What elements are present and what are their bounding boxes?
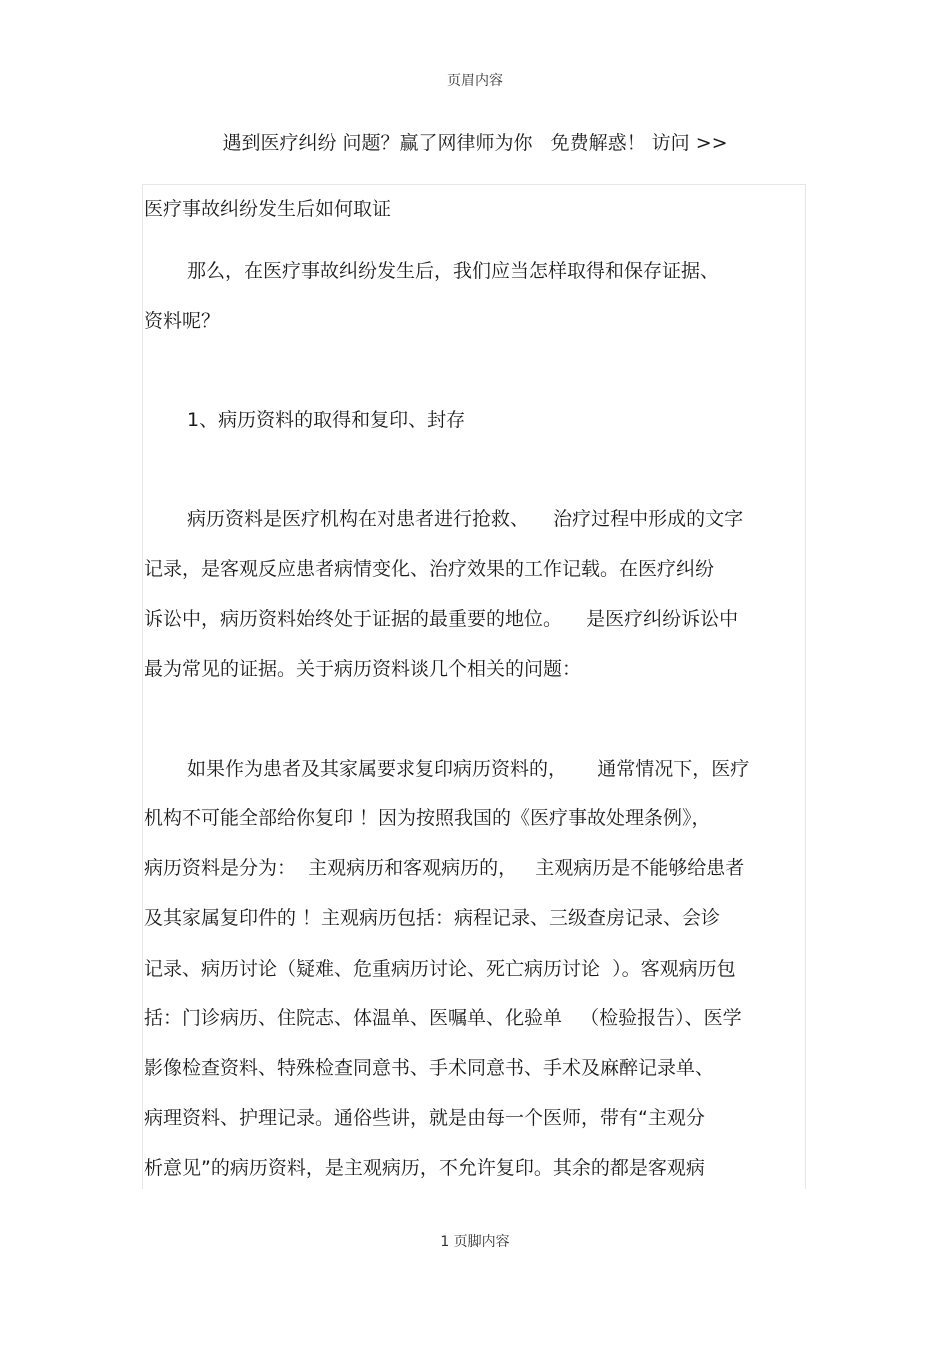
paragraph-line: 记录、病历讨论（疑难、危重病历讨论、死亡病历讨论 ）。客观病历包 xyxy=(144,958,736,980)
paragraph-line: 机构不可能全部给你复印 ！因为按照我国的《医疗事故处理条例》， xyxy=(144,807,711,829)
page-footer: 1 页脚内容 xyxy=(440,1234,510,1250)
page-header: 页眉内容 xyxy=(447,73,503,89)
paragraph-line: 括：门诊病历、住院志、体温单、医嘱单、化验单 （检验报告）、医学 xyxy=(144,1007,742,1029)
intro-line: 资料呢？ xyxy=(144,310,221,332)
ad-banner-link[interactable]: 遇到医疗纠纷 问题？赢了网律师为你 免费解惑！ 访问 >> xyxy=(222,132,728,154)
paragraph-line: 诉讼中，病历资料始终处于证据的最重要的地位。 是医疗纠纷诉讼中 xyxy=(144,608,739,630)
content-frame xyxy=(142,184,806,1189)
paragraph-line: 如果作为患者及其家属要求复印病历资料的， 通常情况下，医疗 xyxy=(187,758,750,780)
paragraph-line: 影像检查资料、特殊检查同意书、手术同意书、手术及麻醉记录单、 xyxy=(144,1057,715,1079)
paragraph-line: 病历资料是分为： 主观病历和客观病历的， 主观病历是不能够给患者 xyxy=(144,857,745,879)
paragraph-line: 最为常见的证据。关于病历资料谈几个相关的问题： xyxy=(144,658,582,680)
paragraph-line: 及其家属复印件的 ！主观病历包括：病程记录、三级查房记录、会诊 xyxy=(144,907,721,929)
intro-line: 那么，在医疗事故纠纷发生后，我们应当怎样取得和保存证据、 xyxy=(187,260,720,282)
paragraph-line: 析意见”的病历资料，是主观病历，不允许复印。其余的都是客观病 xyxy=(144,1157,705,1179)
paragraph-line: 记录，是客观反应患者病情变化、治疗效果的工作记载。在医疗纠纷 xyxy=(144,558,715,580)
paragraph-line: 病理资料、护理记录。通俗些讲，就是由每一个医师，带有“主观分 xyxy=(144,1107,705,1129)
section-heading: 1、病历资料的取得和复印、封存 xyxy=(187,409,466,431)
document-title: 医疗事故纠纷发生后如何取证 xyxy=(144,198,392,220)
paragraph-line: 病历资料是医疗机构在对患者进行抢救、 治疗过程中形成的文字 xyxy=(187,508,744,530)
